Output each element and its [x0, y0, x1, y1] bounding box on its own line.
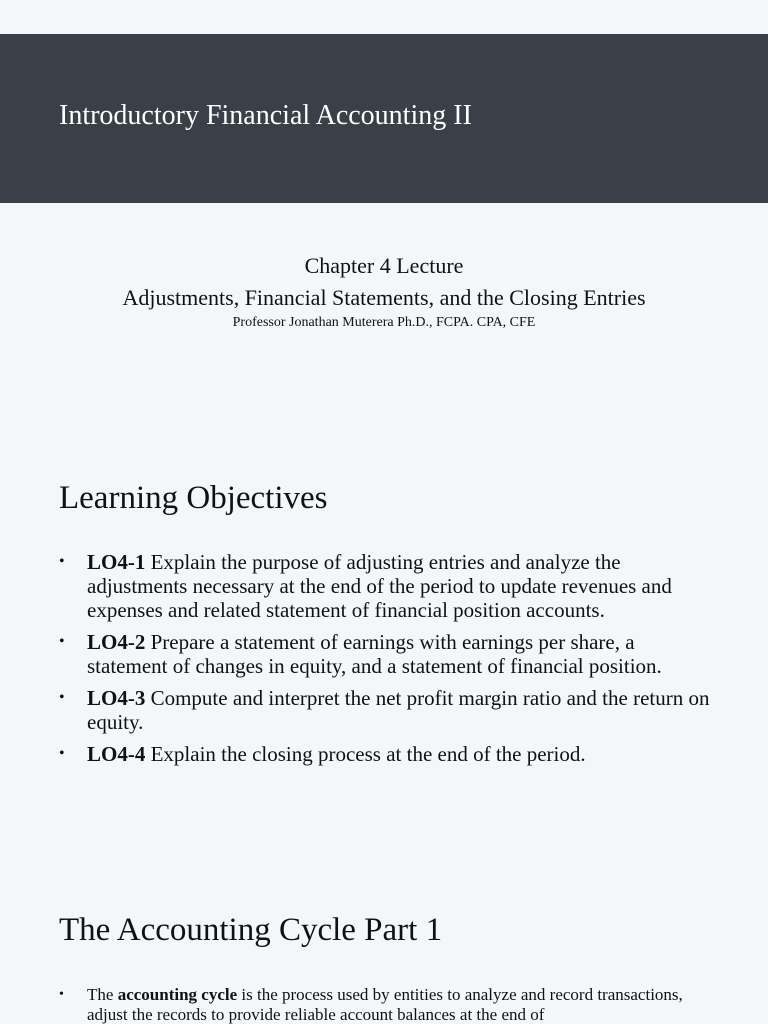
objective-item [59, 550, 719, 622]
bullet-icon: • [59, 633, 65, 650]
subtitle-block [0, 252, 768, 332]
objectives-list [59, 550, 719, 774]
objective-text: Explain the purpose of adjusting entries and analyze the adjustments necessary at the end of the period to update revenues and expenses and related statement of financial position accounts. [87, 550, 672, 622]
cycle-bullet-item [59, 985, 719, 1024]
course-title: Introductory Financial Accounting II [59, 100, 472, 131]
objective-item [59, 742, 719, 766]
bullet-icon: • [59, 689, 65, 706]
accounting-cycle-term: accounting cycle [117, 985, 238, 1004]
objective-text: Explain the closing process at the end of the period. [145, 742, 586, 766]
objective-code: LO4-1 [87, 550, 146, 574]
bullet-icon: • [59, 987, 64, 1002]
slide-heading: Learning Objectives [59, 480, 328, 516]
bullet-icon: • [59, 553, 65, 570]
title-slide [0, 0, 768, 434]
chapter-label: Chapter 4 Lecture [304, 253, 464, 278]
objective-code: LO4-3 [87, 686, 146, 710]
cycle-bullet-list [59, 985, 719, 1024]
objective-text: Prepare a statement of earnings with earnings per share, a statement of changes in equity, and a statement of financial position. [87, 630, 662, 678]
objective-code: LO4-2 [87, 630, 146, 654]
accounting-cycle-slide [0, 864, 768, 1024]
slide-heading: The Accounting Cycle Part 1 [59, 912, 443, 948]
objective-code: LO4-4 [87, 742, 146, 766]
objective-text: Compute and interpret the net profit margin ratio and the return on equity. [87, 686, 710, 734]
learning-objectives-slide [0, 434, 768, 864]
bullet-text-post: is the process used by entities to analyze and record transactions, adjust the records to provide reliable account balances at the end of [87, 985, 683, 1024]
bullet-text-pre: The [87, 985, 118, 1004]
objective-item [59, 686, 719, 734]
chapter-subtitle: Adjustments, Financial Statements, and the Closing Entries [122, 285, 646, 310]
professor-credit: Professor Jonathan Muterera Ph.D., FCPA. CPA, CFE [232, 315, 536, 330]
bullet-icon: • [59, 745, 65, 762]
objective-item [59, 630, 719, 678]
